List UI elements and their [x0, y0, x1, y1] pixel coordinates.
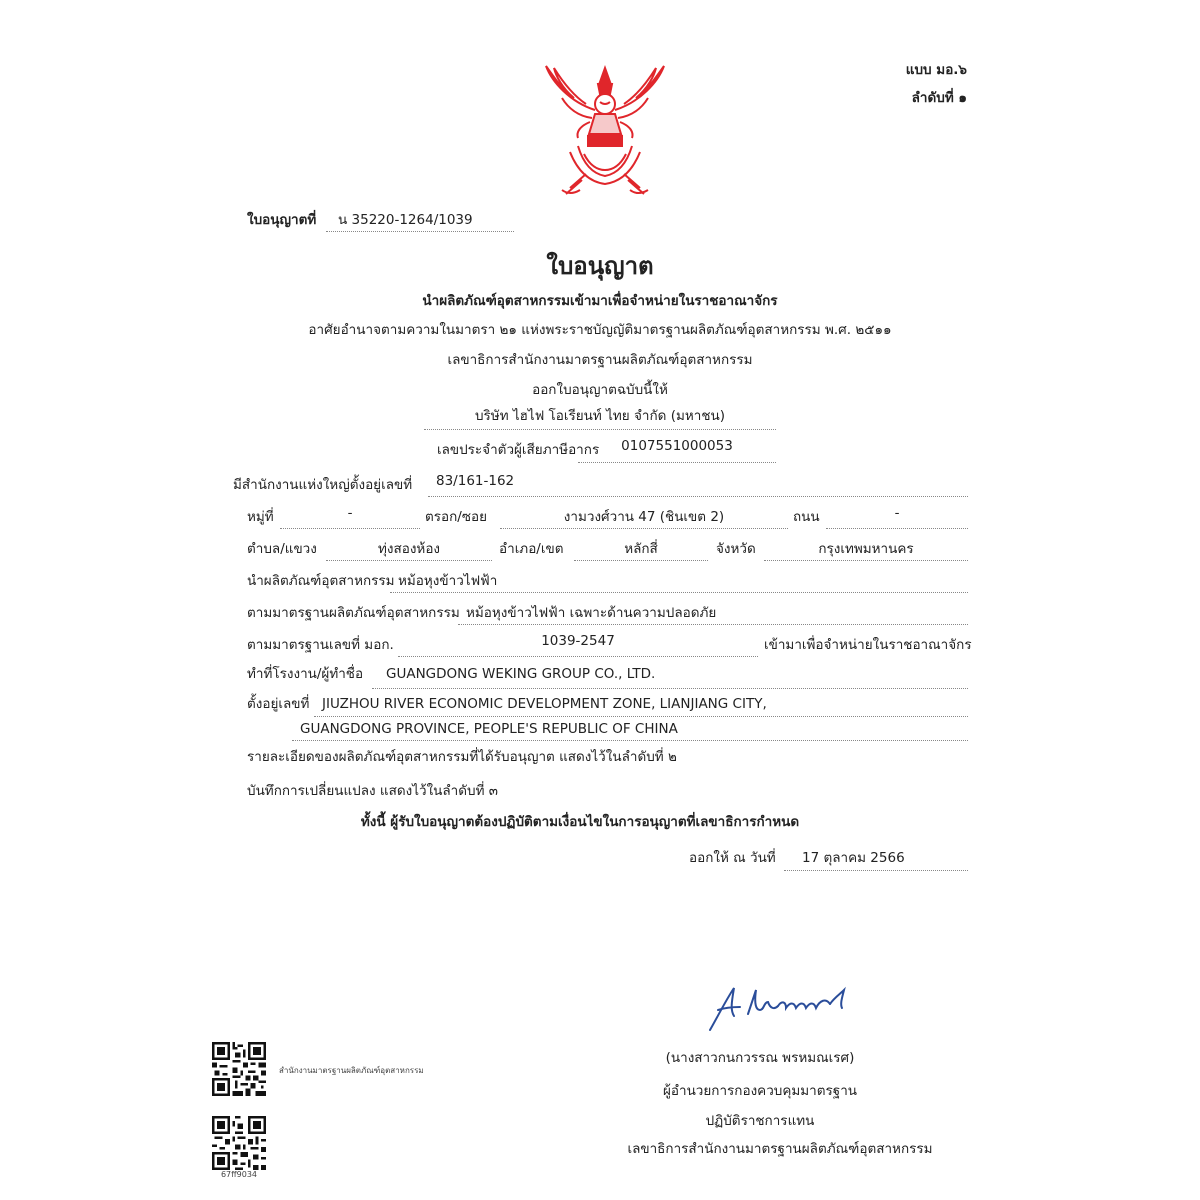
province-label: จังหวัด	[716, 541, 756, 557]
moo-label: หมู่ที่	[247, 509, 274, 525]
signatory-name: (นางสาวกนกวรรณ พรหมณเรศ)	[665, 1050, 855, 1066]
issued-label: ออกให้ ณ วันที่	[689, 850, 776, 866]
factory-value: GUANGDONG WEKING GROUP CO., LTD.	[386, 666, 656, 682]
tax-id-label: เลขประจำตัวผู้เสียภาษีอากร	[437, 442, 600, 458]
office-label: มีสำนักงานแห่งใหญ่ตั้งอยู่เลขที่	[233, 477, 413, 493]
factory-label: ทำที่โรงงาน/ผู้ทำชื่อ	[247, 666, 364, 682]
signatory-acting: ปฏิบัติราชการแทน	[705, 1113, 815, 1129]
soi-value: งามวงศ์วาน 47 (ชินเขต 2)	[563, 509, 725, 525]
tambon-label: ตำบล/แขวง	[247, 541, 317, 557]
condition-text: ทั้งนี้ ผู้รับใบอนุญาตต้องปฏิบัติตามเงื่อนไขในการอนุญาตที่เลขาธิการกำหนด	[360, 814, 800, 830]
company-name: บริษัท ไฮไฟ โอเรียนท์ ไทย จำกัด (มหาชน)	[474, 408, 726, 424]
standard-no-label: ตามมาตรฐานเลขที่ มอก.	[247, 637, 394, 653]
qr-code-icon	[212, 1042, 266, 1096]
page-subtitle: นำผลิตภัณฑ์อุตสาหกรรมเข้ามาเพื่อจำหน่ายในราชอาณาจักร	[422, 293, 778, 309]
form-order: ลำดับที่ ๑	[911, 90, 967, 106]
signatory-org: เลขาธิการสำนักงานมาตรฐานผลิตภัณฑ์อุตสาหกรรม	[627, 1141, 933, 1157]
note-details: รายละเอียดของผลิตภัณฑ์อุตสาหกรรมที่ได้รับอนุญาต แสดงไว้ในลำดับที่ ๒	[247, 749, 677, 765]
authority-line-2: เลขาธิการสำนักงานมาตรฐานผลิตภัณฑ์อุตสาหกรรม	[447, 352, 753, 368]
product-value: หม้อหุงข้าวไฟฟ้า	[398, 573, 498, 589]
note-changes: บันทึกการเปลี่ยนแปลง แสดงไว้ในลำดับที่ ๓	[247, 783, 498, 799]
qr-code-id: 67ff9034	[220, 1170, 258, 1179]
standard-value: หม้อหุงข้าวไฟฟ้า เฉพาะด้านความปลอดภัย	[466, 605, 717, 621]
signature-image	[704, 980, 854, 1034]
tambon-value: ทุ่งสองห้อง	[377, 541, 441, 557]
issued-date: 17 ตุลาคม 2566	[802, 850, 905, 866]
factory-address-line-1: JIUZHOU RIVER ECONOMIC DEVELOPMENT ZONE, LIANJIANG CITY,	[322, 696, 767, 712]
amphoe-label: อำเภอ/เขต	[499, 541, 564, 557]
license-no-label: ใบอนุญาตที่	[247, 212, 317, 228]
tax-id-value: 0107551000053	[621, 438, 733, 454]
standard-no-suffix: เข้ามาเพื่อจำหน่ายในราชอาณาจักร	[764, 637, 972, 653]
factory-address-label: ตั้งอยู่เลขที่	[247, 696, 310, 712]
qr-caption: สำนักงานมาตรฐานผลิตภัณฑ์อุตสาหกรรม	[279, 1066, 424, 1075]
signatory-position: ผู้อำนวยการกองควบคุมมาตรฐาน	[662, 1083, 858, 1099]
authority-line-3: ออกใบอนุญาตฉบับนี้ให้	[532, 382, 668, 398]
soi-label: ตรอก/ซอย	[425, 509, 488, 525]
product-label: นำผลิตภัณฑ์อุตสาหกรรม	[247, 573, 395, 589]
garuda-emblem-icon	[540, 62, 670, 200]
standard-no-value: 1039-2547	[541, 633, 615, 649]
amphoe-value: หลักสี่	[624, 541, 658, 557]
province-value: กรุงเทพมหานคร	[818, 541, 914, 557]
road-label: ถนน	[793, 509, 820, 525]
authority-line-1: อาศัยอำนาจตามความในมาตรา ๒๑ แห่งพระราชบัญญัติมาตรฐานผลิตภัณฑ์อุตสาหกรรม พ.ศ. ๒๕๑๑	[308, 322, 892, 338]
page-title: ใบอนุญาต	[546, 252, 654, 280]
office-value: 83/161-162	[436, 473, 515, 489]
license-no-value: น 35220-1264/1039	[338, 212, 473, 228]
qr-code-icon	[212, 1116, 266, 1170]
factory-address-line-2: GUANGDONG PROVINCE, PEOPLE'S REPUBLIC OF CHINA	[300, 721, 678, 737]
moo-value: -	[347, 505, 353, 521]
form-code: แบบ มอ.๖	[905, 62, 967, 78]
road-value: -	[894, 505, 900, 521]
standard-label: ตามมาตรฐานผลิตภัณฑ์อุตสาหกรรม	[247, 605, 460, 621]
